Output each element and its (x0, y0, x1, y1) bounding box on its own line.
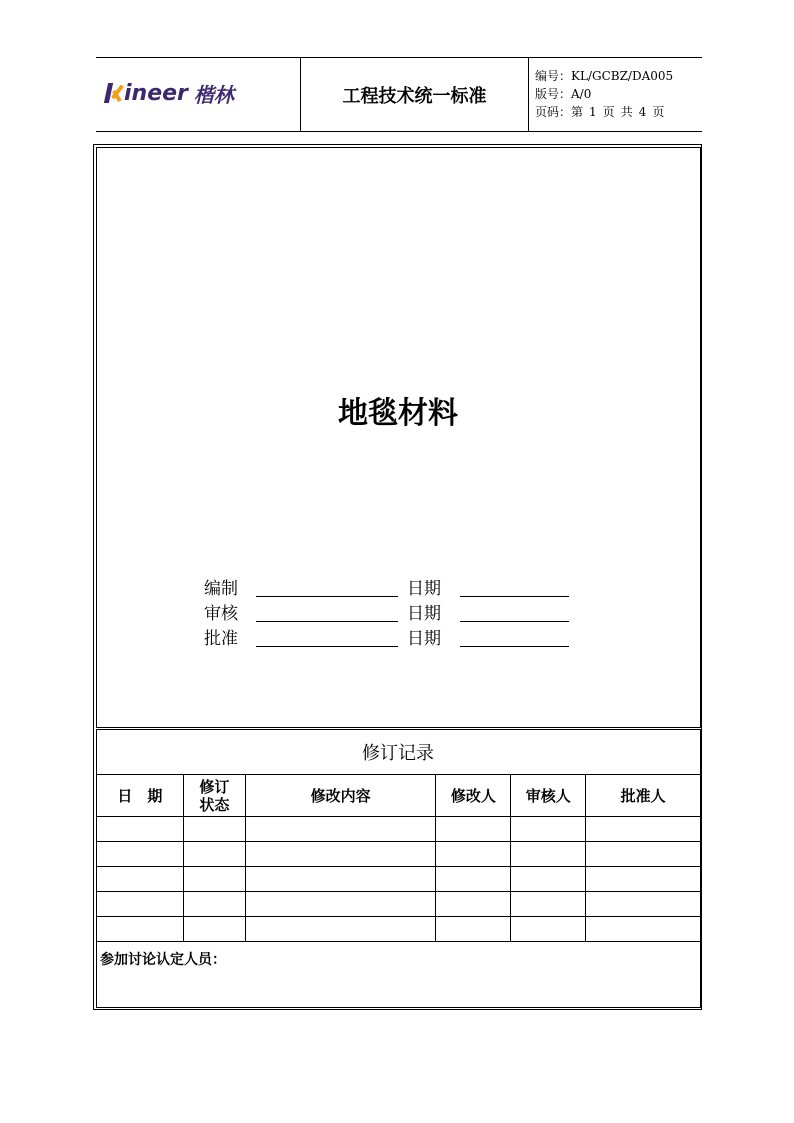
header-title: 工程技术统一标准 (342, 85, 487, 107)
col-status-line1: 修订 (199, 777, 230, 796)
col-date: 日 期 (97, 775, 184, 817)
col-status (183, 775, 245, 817)
table-cell[interactable] (183, 892, 245, 917)
logo-wordmark: ineer (124, 80, 188, 106)
sig-date-line[interactable] (460, 621, 569, 622)
revision-table (96, 774, 701, 942)
sig-date-line[interactable] (460, 646, 569, 647)
table-cell[interactable] (511, 842, 586, 867)
sig-date-label: 日期 (407, 629, 441, 649)
sig-date-label: 日期 (407, 579, 441, 599)
table-cell[interactable] (245, 817, 436, 842)
document-info (535, 67, 673, 121)
table-cell[interactable] (245, 867, 436, 892)
table-row (97, 892, 701, 917)
table-cell[interactable] (586, 867, 701, 892)
page-text: 页 (602, 105, 615, 119)
table-cell[interactable] (97, 867, 184, 892)
table-cell[interactable] (245, 842, 436, 867)
sig-date-label: 日期 (407, 604, 441, 624)
col-status-line2: 状态 (199, 795, 230, 814)
doc-version-value: A/0 (571, 87, 592, 101)
table-cell[interactable] (436, 892, 511, 917)
sig-label-review: 审核 (204, 604, 238, 624)
logo-chinese-name: 楷林 (193, 82, 234, 107)
table-cell[interactable] (436, 867, 511, 892)
table-row (97, 842, 701, 867)
table-row (97, 917, 701, 942)
table-cell[interactable] (436, 842, 511, 867)
table-cell[interactable] (436, 917, 511, 942)
table-cell[interactable] (245, 917, 436, 942)
table-cell[interactable] (511, 892, 586, 917)
revision-title: 修订记录 (362, 743, 434, 764)
table-cell[interactable] (511, 917, 586, 942)
table-cell[interactable] (586, 892, 701, 917)
table-cell[interactable] (586, 842, 701, 867)
doc-code-row (535, 67, 673, 85)
sig-label-compile: 编制 (204, 579, 238, 599)
page-text: 第 (571, 105, 584, 119)
doc-page-label: 页码： (535, 105, 572, 119)
doc-code-label: 编号： (535, 69, 572, 83)
doc-code-value: KL/GCBZ/DA005 (571, 69, 674, 83)
table-cell[interactable] (511, 867, 586, 892)
cover-inner-frame (96, 147, 701, 728)
doc-version-row (535, 85, 673, 103)
table-row (97, 817, 701, 842)
logo-k-mark-icon (104, 79, 126, 107)
sig-date-line[interactable] (460, 596, 569, 597)
col-reviewer: 审核人 (511, 775, 586, 817)
company-logo (104, 78, 234, 108)
sig-line-approve[interactable] (256, 646, 398, 647)
page-current: 1 (589, 105, 597, 119)
table-cell[interactable] (97, 842, 184, 867)
table-row (97, 867, 701, 892)
doc-page-row (535, 103, 673, 121)
sig-label-approve: 批准 (204, 629, 238, 649)
participants-label: 参加讨论认定人员： (100, 952, 226, 968)
sig-line-compile[interactable] (256, 596, 398, 597)
table-cell[interactable] (183, 842, 245, 867)
table-cell[interactable] (183, 817, 245, 842)
table-cell[interactable] (511, 817, 586, 842)
page-text: 共 (620, 105, 633, 119)
table-cell[interactable] (97, 892, 184, 917)
document-title: 地毯材料 (338, 396, 458, 431)
col-modifier: 修改人 (436, 775, 511, 817)
table-cell[interactable] (97, 917, 184, 942)
doc-version-label: 版号： (535, 87, 572, 101)
table-cell[interactable] (183, 867, 245, 892)
table-header-row (97, 775, 701, 817)
table-cell[interactable] (436, 817, 511, 842)
table-cell[interactable] (245, 892, 436, 917)
table-cell[interactable] (586, 917, 701, 942)
table-cell[interactable] (97, 817, 184, 842)
table-cell[interactable] (183, 917, 245, 942)
page-total: 4 (638, 105, 647, 119)
header-divider (528, 58, 529, 131)
document-header (96, 57, 702, 132)
col-content: 修改内容 (245, 775, 436, 817)
sig-line-review[interactable] (256, 621, 398, 622)
col-approver: 批准人 (586, 775, 701, 817)
page-text: 页 (652, 105, 665, 119)
table-cell[interactable] (586, 817, 701, 842)
